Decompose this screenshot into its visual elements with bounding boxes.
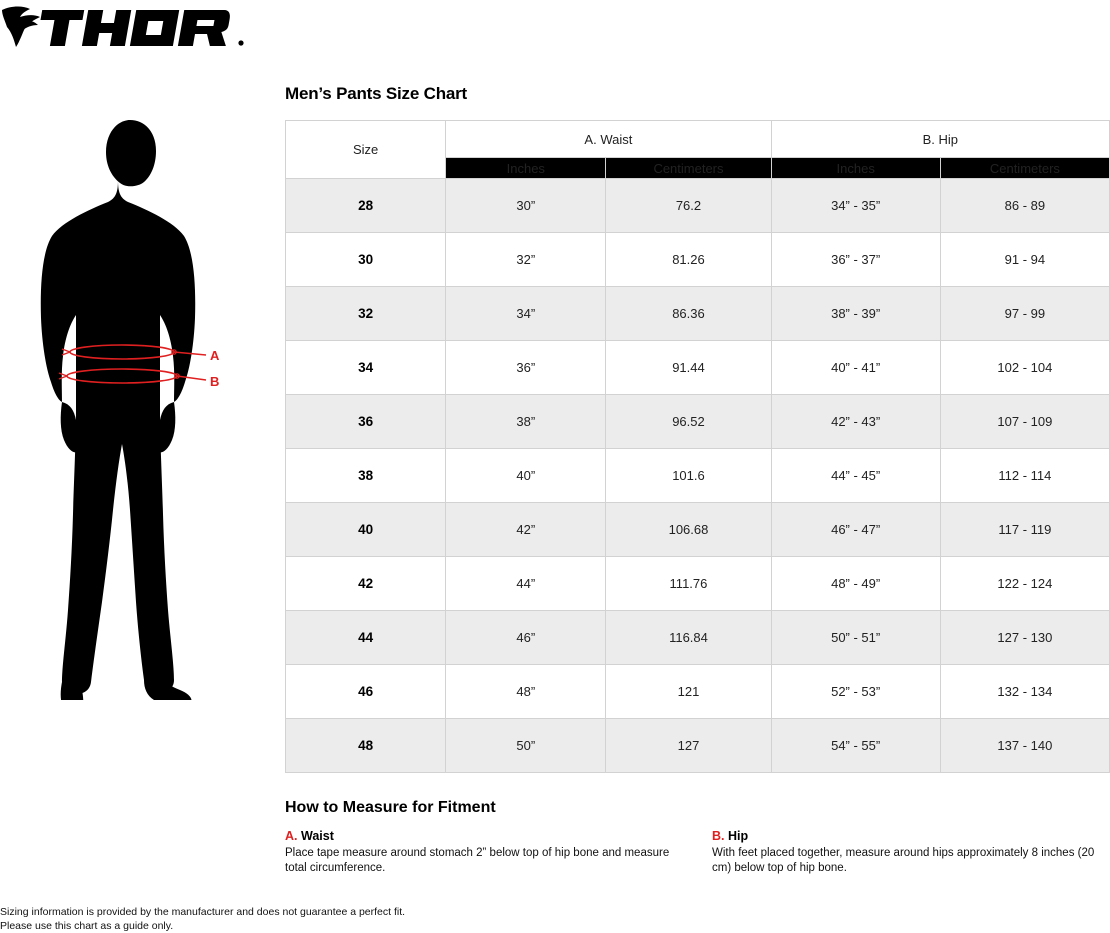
cell-waist-centimeters: 121	[606, 665, 771, 719]
table-row	[286, 665, 1110, 719]
cell-waist-inches: 34”	[446, 287, 606, 341]
cell-waist-inches: 50”	[446, 719, 606, 773]
cell-waist-centimeters: 106.68	[606, 503, 771, 557]
cell-waist-centimeters: 101.6	[606, 449, 771, 503]
cell-hip-centimeters: 86 - 89	[940, 179, 1109, 233]
cell-waist-centimeters: 86.36	[606, 287, 771, 341]
cell-waist-centimeters: 81.26	[606, 233, 771, 287]
cell-hip-centimeters: 132 - 134	[940, 665, 1109, 719]
table-row	[286, 341, 1110, 395]
table-row	[286, 287, 1110, 341]
table-row	[286, 449, 1110, 503]
col-header-waist-inches: Inches	[446, 158, 606, 179]
figure-label-b: B	[210, 374, 220, 389]
cell-waist-inches: 36”	[446, 341, 606, 395]
page-title: Men’s Pants Size Chart	[285, 84, 468, 103]
cell-size: 40	[286, 503, 446, 557]
cell-waist-inches: 44”	[446, 557, 606, 611]
cell-size: 28	[286, 179, 446, 233]
disclaimer	[0, 905, 1110, 933]
cell-hip-inches: 44” - 45”	[771, 449, 940, 503]
cell-waist-centimeters: 116.84	[606, 611, 771, 665]
table-row	[286, 719, 1110, 773]
col-header-hip-centimeters: Centimeters	[940, 158, 1109, 179]
size-chart-table	[285, 120, 1110, 773]
cell-waist-inches: 48”	[446, 665, 606, 719]
main-content	[285, 84, 1110, 876]
cell-size: 48	[286, 719, 446, 773]
cell-waist-inches: 46”	[446, 611, 606, 665]
cell-hip-inches: 34” - 35”	[771, 179, 940, 233]
cell-waist-inches: 32”	[446, 233, 606, 287]
cell-size: 36	[286, 395, 446, 449]
cell-waist-centimeters: 91.44	[606, 341, 771, 395]
cell-hip-centimeters: 91 - 94	[940, 233, 1109, 287]
cell-size: 42	[286, 557, 446, 611]
table-row	[286, 179, 1110, 233]
cell-hip-centimeters: 122 - 124	[940, 557, 1109, 611]
cell-hip-inches: 38” - 39”	[771, 287, 940, 341]
thor-helmet-icon	[0, 0, 260, 58]
brand-logo	[0, 0, 260, 58]
figure-label-a: A	[210, 348, 220, 363]
col-header-hip: B. Hip	[771, 121, 1109, 158]
cell-hip-inches: 48” - 49”	[771, 557, 940, 611]
cell-hip-inches: 50” - 51”	[771, 611, 940, 665]
cell-hip-centimeters: 137 - 140	[940, 719, 1109, 773]
col-header-hip-inches: Inches	[771, 158, 940, 179]
col-header-size: Size	[286, 121, 446, 179]
how-to-measure-title: How to Measure for Fitment	[285, 799, 496, 816]
cell-hip-centimeters: 97 - 99	[940, 287, 1109, 341]
table-row	[286, 503, 1110, 557]
cell-size: 38	[286, 449, 446, 503]
col-header-waist: A. Waist	[446, 121, 771, 158]
cell-size: 46	[286, 665, 446, 719]
how-to-waist-label: Waist	[300, 829, 334, 843]
cell-hip-inches: 36” - 37”	[771, 233, 940, 287]
table-row	[286, 233, 1110, 287]
cell-waist-inches: 38”	[446, 395, 606, 449]
cell-size: 44	[286, 611, 446, 665]
table-body	[286, 179, 1110, 773]
how-to-hip-letter: B.	[712, 829, 725, 843]
cell-hip-centimeters: 127 - 130	[940, 611, 1109, 665]
cell-hip-inches: 54” - 55”	[771, 719, 940, 773]
cell-hip-inches: 42” - 43”	[771, 395, 940, 449]
cell-hip-inches: 46” - 47”	[771, 503, 940, 557]
cell-size: 30	[286, 233, 446, 287]
cell-waist-inches: 40”	[446, 449, 606, 503]
cell-waist-inches: 42”	[446, 503, 606, 557]
cell-hip-centimeters: 117 - 119	[940, 503, 1109, 557]
disclaimer-line-2: Please use this chart as a guide only.	[0, 920, 174, 933]
how-to-hip-label: Hip	[727, 829, 749, 843]
cell-hip-inches: 52” - 53”	[771, 665, 940, 719]
how-to-hip-text: With feet placed together, measure around hips approximately 8 inches (20 cm) below top of hip bone.	[712, 847, 1095, 875]
cell-waist-centimeters: 76.2	[606, 179, 771, 233]
how-to-waist-text: Place tape measure around stomach 2” below top of hip bone and measure total circumference.	[285, 847, 670, 875]
how-to-item-waist	[285, 829, 682, 876]
cell-size: 32	[286, 287, 446, 341]
table-row	[286, 557, 1110, 611]
table-row	[286, 611, 1110, 665]
body-silhouette	[41, 120, 195, 700]
cell-hip-centimeters: 102 - 104	[940, 341, 1109, 395]
cell-size: 34	[286, 341, 446, 395]
cell-waist-centimeters: 96.52	[606, 395, 771, 449]
how-to-measure-section	[285, 799, 1110, 876]
cell-waist-centimeters: 111.76	[606, 557, 771, 611]
measurement-figure	[18, 110, 263, 700]
disclaimer-line-1: Sizing information is provided by the manufacturer and does not guarantee a perfect fit.	[0, 906, 406, 918]
table-row	[286, 395, 1110, 449]
cell-waist-centimeters: 127	[606, 719, 771, 773]
cell-hip-centimeters: 107 - 109	[940, 395, 1109, 449]
how-to-item-hip	[712, 829, 1109, 876]
how-to-waist-letter: A.	[285, 829, 298, 843]
cell-hip-inches: 40” - 41”	[771, 341, 940, 395]
table-header-groups	[286, 121, 1110, 158]
cell-waist-inches: 30”	[446, 179, 606, 233]
col-header-waist-centimeters: Centimeters	[606, 158, 771, 179]
cell-hip-centimeters: 112 - 114	[940, 449, 1109, 503]
